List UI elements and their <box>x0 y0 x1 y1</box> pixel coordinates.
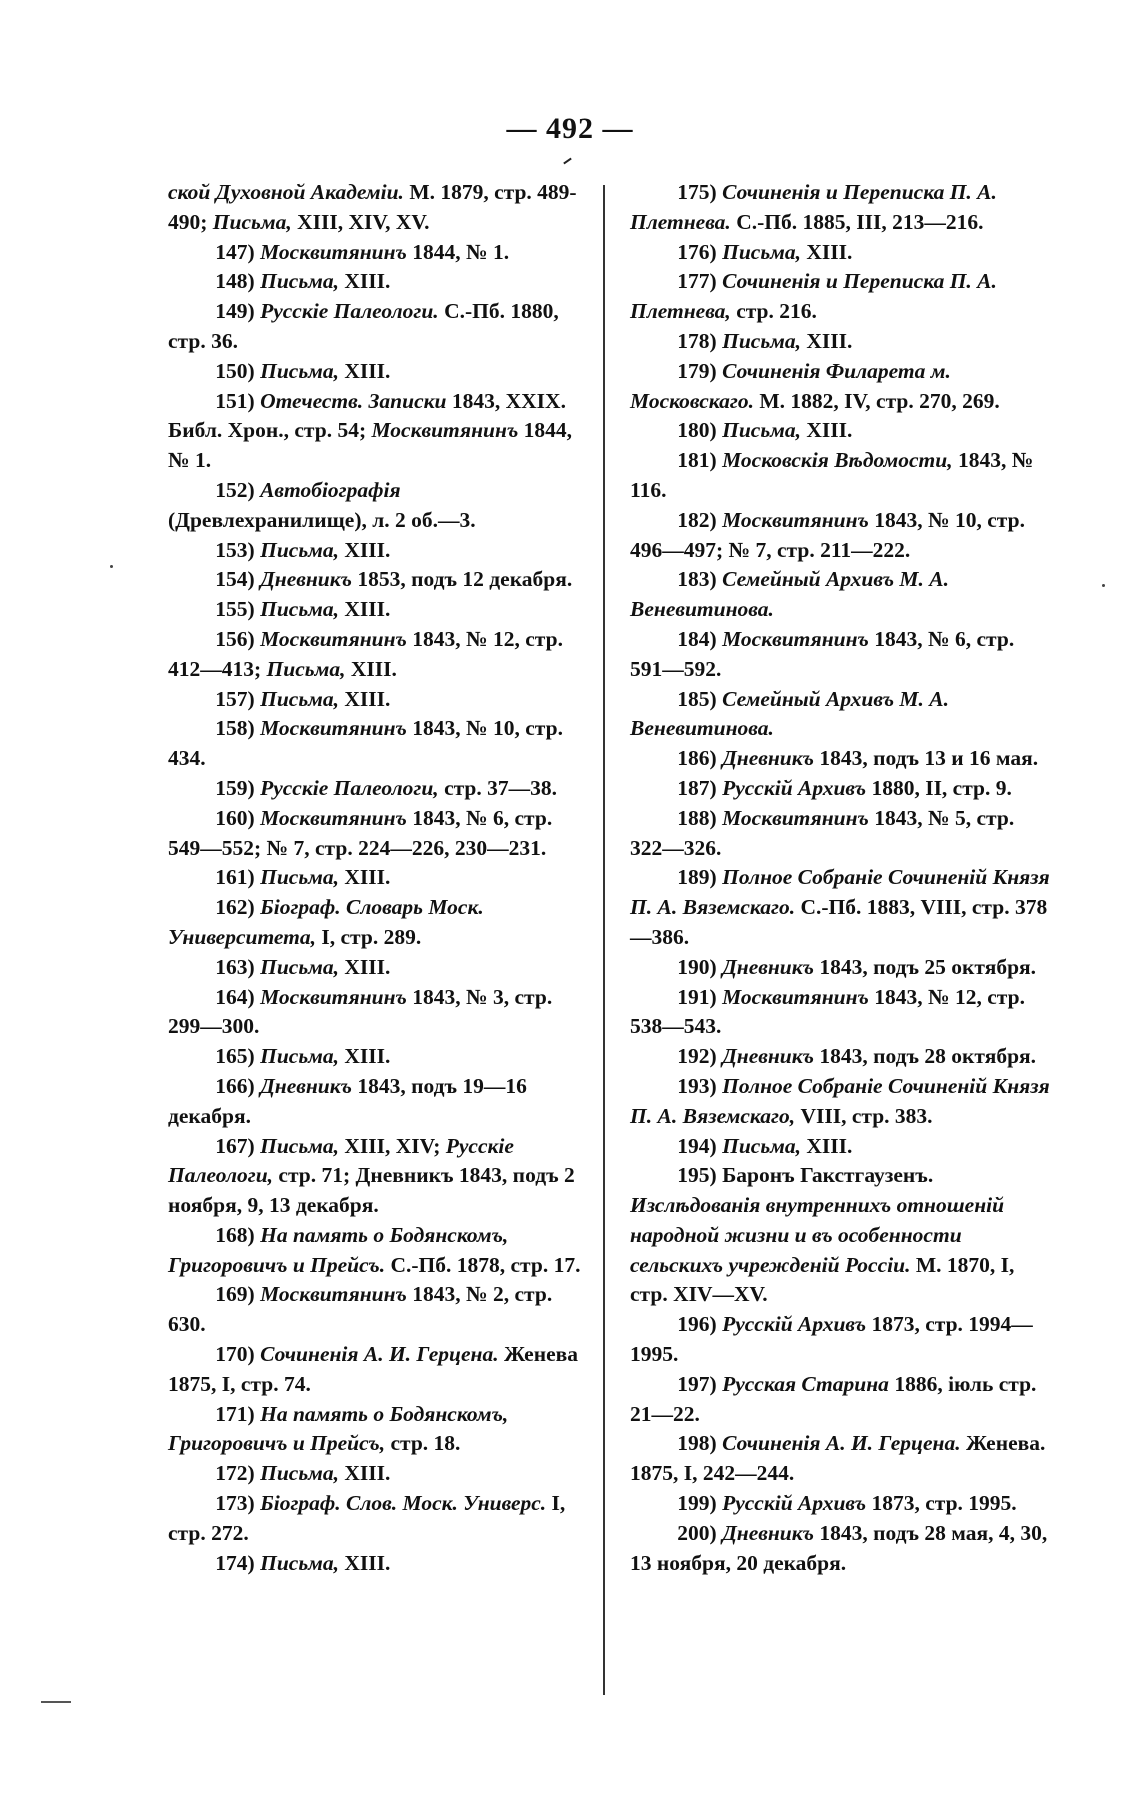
entry-lead: 157) <box>215 686 261 711</box>
entry-lead: 192) <box>677 1044 723 1069</box>
entry-rest: XIII. <box>339 269 391 294</box>
entry-rest: XIII. <box>801 1133 853 1158</box>
entry-title: Дневникъ <box>260 567 352 592</box>
entry-title: Русская Старина <box>722 1371 889 1396</box>
entry-rest2: М. 1870, I, стр. XIV—XV. <box>630 1252 1015 1307</box>
entry-title: Письма, <box>260 537 339 562</box>
footnote-entry <box>630 1310 1050 1370</box>
entry-lead: 166) <box>215 1073 261 1098</box>
entry-lead: 161) <box>215 865 261 890</box>
entry-lead: 156) <box>215 626 261 651</box>
entry-title: Письма, <box>260 597 339 622</box>
entry-rest: С.-Пб. 1885, III, 213—216. <box>730 209 984 234</box>
entry-title: Сочиненія А. И. Герцена. <box>260 1342 499 1367</box>
entry-rest: 1843, подъ 19—16 декабря. <box>168 1073 527 1128</box>
entry-lead: 189) <box>677 865 723 890</box>
entry-lead: 190) <box>677 954 723 979</box>
entry-lead: 199) <box>677 1491 723 1516</box>
entry-lead: 162) <box>215 895 261 920</box>
footnote-entry <box>168 893 588 953</box>
entry-title: Москвитянинъ <box>260 716 407 741</box>
entry-rest: 1843, № 12, стр. 538—543. <box>630 984 1025 1039</box>
entry-lead: 177) <box>677 269 723 294</box>
entry-title: Московскія Вѣдомости, <box>722 448 953 473</box>
entry-lead: 153) <box>215 537 261 562</box>
entry-rest: XIII. <box>801 239 853 264</box>
entry-rest: 1844, № 1. <box>406 239 510 264</box>
footnote-entry <box>168 1340 588 1400</box>
entry-title: На память о Бодянскомъ, Григоровичъ и Прейсъ, <box>168 1401 509 1456</box>
entry-lead: 173) <box>215 1491 261 1516</box>
entry-lead: 170) <box>215 1342 261 1367</box>
footnote-entry <box>168 774 588 804</box>
entry-title: Дневникъ <box>722 1044 814 1069</box>
footnote-entry <box>168 1042 588 1072</box>
entry-title: Русскій Архивъ <box>722 1312 867 1337</box>
footnote-entry <box>630 744 1050 774</box>
entry-rest: стр. 216. <box>730 299 817 324</box>
page-number: — 492 — <box>506 112 634 145</box>
footnote-entry <box>168 536 588 566</box>
footnote-entry <box>168 1132 588 1221</box>
entry-lead: 181) <box>677 448 723 473</box>
footnote-entry <box>168 983 588 1043</box>
footnote-entry <box>168 953 588 983</box>
entry-title: Письма, <box>260 358 339 383</box>
entry-title: Москвитянинъ <box>260 805 407 830</box>
column-divider <box>603 185 605 1695</box>
footnote-entry <box>168 1072 588 1132</box>
entry-rest: XIII. <box>339 358 391 383</box>
margin-dot <box>1102 584 1105 587</box>
entry-title: Отечеств. Записки <box>260 388 447 413</box>
entry-lead: 200) <box>677 1520 723 1545</box>
entry-title: Біограф. Слов. Моск. Универс. <box>260 1491 547 1516</box>
entry-rest2: XIII. <box>345 656 397 681</box>
entry-rest2: стр. 71; Дневникъ 1843, подъ 2 ноября, 9, 13 декабря. <box>168 1163 575 1218</box>
footnote-entry <box>630 1429 1050 1489</box>
footnote-entry <box>630 685 1050 745</box>
entry-lead: 172) <box>215 1461 261 1486</box>
entry-rest: XIII. <box>339 1550 391 1575</box>
entry-rest: 1843, подъ 13 и 16 мая. <box>813 746 1039 771</box>
footnote-entry <box>168 804 588 864</box>
entry-rest: 1843, № 116. <box>630 448 1034 502</box>
entry-rest: XIII. <box>801 328 853 353</box>
entry-rest: 1843, подъ 28 октября. <box>813 1044 1037 1069</box>
entry-rest: XIII. <box>339 537 391 562</box>
entry-lead: 179) <box>677 358 723 383</box>
footnote-entry <box>168 595 588 625</box>
entry-rest: М. 1882, IV, стр. 270, 269. <box>753 388 1000 413</box>
footnote-entry <box>630 267 1050 327</box>
footnote-entry <box>168 863 588 893</box>
entry-lead: 178) <box>677 328 723 353</box>
footnote-entry <box>168 476 588 536</box>
entry-lead: 196) <box>677 1312 723 1337</box>
entry-title: Письма, <box>722 1133 801 1158</box>
entry-lead: 193) <box>677 1073 723 1098</box>
entry-lead: 159) <box>215 775 261 800</box>
footnote-entry <box>168 1549 588 1579</box>
entry-rest: XIII. <box>339 1044 391 1069</box>
entry-lead: 169) <box>215 1282 261 1307</box>
footnote-entry <box>630 953 1050 983</box>
entry-title: Біограф. Словарь Моск. Университета, <box>168 895 484 949</box>
entry-title: Сочиненія и Переписка П. А. Плетнева. <box>630 180 997 234</box>
footnote-entry <box>168 1221 588 1281</box>
entry-lead: 175) <box>677 180 723 204</box>
entry-title: Письма, <box>260 1461 339 1486</box>
entry-lead: 183) <box>677 567 723 592</box>
entry-rest: 1853, подъ 12 декабря. <box>351 567 573 592</box>
entry-lead: 188) <box>677 805 723 830</box>
entry-lead: 151) <box>215 388 261 413</box>
entry-rest: VIII, стр. 383. <box>795 1103 933 1128</box>
entry-title: Письма, <box>722 239 801 264</box>
entry-lead: 147) <box>215 239 261 264</box>
entry-title: Москвитянинъ <box>260 626 407 651</box>
entry-lead: 154) <box>215 567 261 592</box>
entry-lead: 148) <box>215 269 261 294</box>
entry-title: Москвитянинъ <box>722 626 869 651</box>
footnote-entry <box>630 178 1050 238</box>
entry-title: Письма, <box>260 954 339 979</box>
entry-rest: 1843, № 6, стр. 549—552; № 7, стр. 224—226, 230—231. <box>168 805 553 860</box>
entry-title: ской Духовной Академіи. <box>168 180 404 204</box>
entry-rest: I, стр. 272. <box>168 1491 566 1545</box>
footnote-entry <box>168 387 588 476</box>
entry-rest: Женева 1875, I, стр. 74. <box>168 1342 579 1396</box>
entry-rest: (Древлехранилище), л. 2 об.—3. <box>168 507 476 532</box>
footnote-entry <box>630 625 1050 685</box>
entry-title: Дневникъ <box>722 746 814 771</box>
entry-title: Семейный Архивъ М. А. Веневитинова. <box>630 567 949 622</box>
entry-lead: 174) <box>215 1550 261 1575</box>
entry-rest: 1843, № 2, стр. 630. <box>168 1282 553 1337</box>
entry-title: Сочиненія и Переписка П. А. Плетнева, <box>630 269 997 324</box>
entry-rest: 1843, № 6, стр. 591—592. <box>630 626 1015 681</box>
entry-title: Русскій Архивъ <box>722 1491 867 1516</box>
entry-title2: Изслѣдованія внутреннихъ отношеній народной жизни и въ особенности сельскихъ учрежденій Россіи. <box>630 1193 1005 1277</box>
entry-title: Русскій Архивъ <box>722 775 867 800</box>
entry-title: Письма, <box>260 686 339 711</box>
footnote-entry <box>630 1489 1050 1519</box>
footnote-entry <box>630 1370 1050 1430</box>
entry-title2: Москвитянинъ <box>371 418 519 443</box>
entry-rest: I, стр. 289. <box>316 924 422 949</box>
footnote-entry <box>630 327 1050 357</box>
left-column <box>168 178 588 1578</box>
footnote-entry <box>630 1132 1050 1162</box>
footnote-entry <box>168 297 588 357</box>
accent-mark <box>563 158 572 165</box>
entry-rest: Баронъ Гакстгаузенъ. <box>722 1163 934 1188</box>
entry-rest: стр. 37—38. <box>438 775 558 800</box>
footnote-entry <box>168 267 588 297</box>
entry-rest: М. 1879, стр. 489-490; <box>168 180 577 234</box>
entry-rest: 1843, № 10, стр. 434. <box>168 716 563 771</box>
entry-lead: 186) <box>677 746 723 771</box>
entry-title: Письма, <box>260 269 339 294</box>
entry-title: Письма, <box>260 1133 339 1158</box>
entry-rest: 1843, № 12, стр. 412—413; <box>168 626 563 681</box>
footnote-entry <box>630 506 1050 566</box>
footnote-entry <box>168 714 588 774</box>
entry-rest: XIII. <box>339 597 391 622</box>
margin-tick-mark <box>41 1701 71 1703</box>
entry-lead: 167) <box>215 1133 261 1158</box>
entry-lead: 198) <box>677 1431 723 1456</box>
footnote-entry <box>630 983 1050 1043</box>
entry-lead: 149) <box>215 299 261 324</box>
entry-rest: 1873, стр. 1994—1995. <box>630 1312 1033 1367</box>
entry-title: Москвитянинъ <box>722 984 869 1009</box>
entry-title2: Письма, <box>266 656 346 681</box>
entry-rest: XIII. <box>801 418 853 443</box>
footnote-entry <box>630 357 1050 417</box>
entry-rest: XIII. <box>339 954 391 979</box>
footnote-entry <box>168 178 588 238</box>
entry-rest: 1843, XXIX. Библ. Хрон., стр. 54; <box>168 388 566 443</box>
entry-lead: 180) <box>677 418 723 443</box>
footnote-entry <box>168 1400 588 1460</box>
entry-rest: С.-Пб. 1880, стр. 36. <box>168 299 559 353</box>
entry-lead: 185) <box>677 686 723 711</box>
entry-title: На память о Бодянскомъ, Григоровичъ и Прейсъ. <box>168 1222 509 1277</box>
entry-title: Дневникъ <box>722 954 814 979</box>
footnote-entry <box>630 416 1050 446</box>
entry-title: Письма, <box>722 418 801 443</box>
entry-lead: 194) <box>677 1133 723 1158</box>
entry-lead: 184) <box>677 626 723 651</box>
footnote-entry <box>630 863 1050 952</box>
entry-rest: С.-Пб. 1883, VIII, стр. 378—386. <box>630 895 1048 949</box>
entry-lead: 187) <box>677 775 723 800</box>
entry-title: Письма, <box>260 865 339 890</box>
entry-rest: Женева. 1875, I, 242—244. <box>630 1431 1046 1486</box>
entry-lead: 155) <box>215 597 261 622</box>
margin-dot <box>110 565 113 568</box>
footnote-entry <box>168 625 588 685</box>
footnote-entry <box>168 685 588 715</box>
entry-lead: 165) <box>215 1044 261 1069</box>
entry-lead: 160) <box>215 805 261 830</box>
entry-title2: Письма, <box>212 209 292 234</box>
footnote-entry <box>168 238 588 268</box>
entry-title: Полное Собраніе Сочиненій Князя П. А. Вяземскаго, <box>630 1073 1050 1128</box>
footnote-entry <box>630 1072 1050 1132</box>
entry-rest2: XIII, XIV, XV. <box>291 209 430 234</box>
entry-rest: 1843, № 5, стр. 322—326. <box>630 805 1015 860</box>
entry-title: Письма, <box>260 1550 339 1575</box>
entry-lead: 182) <box>677 507 723 532</box>
entry-title: Сочиненія Филарета м. Московскаго. <box>630 358 951 413</box>
footnote-entry <box>630 238 1050 268</box>
entry-title: Русскіе Палеологи. <box>260 299 439 324</box>
entry-rest: 1843, № 10, стр. 496—497; № 7, стр. 211—222. <box>630 507 1025 562</box>
footnote-entry <box>630 446 1050 506</box>
entry-lead: 168) <box>215 1222 261 1247</box>
entry-rest: 1843, подъ 25 октября. <box>813 954 1037 979</box>
entry-lead: 195) <box>677 1163 723 1188</box>
footnote-entry <box>630 774 1050 804</box>
footnote-entry <box>168 565 588 595</box>
entry-rest: 1843, № 3, стр. 299—300. <box>168 984 553 1039</box>
entry-rest: XIII. <box>339 865 391 890</box>
entry-title: Москвитянинъ <box>260 1282 407 1307</box>
entry-lead: 191) <box>677 984 723 1009</box>
entry-lead: 171) <box>215 1401 261 1426</box>
right-column <box>630 178 1050 1578</box>
entry-rest: 1886, іюль стр. 21—22. <box>630 1371 1037 1426</box>
entry-rest: С.-Пб. 1878, стр. 17. <box>385 1252 581 1277</box>
entry-lead: 197) <box>677 1371 723 1396</box>
entry-rest: 1880, II, стр. 9. <box>866 775 1012 800</box>
footnote-entry <box>168 1280 588 1340</box>
entry-rest: стр. 18. <box>385 1431 461 1456</box>
entry-title2: Русскіе Палеологи, <box>168 1133 514 1188</box>
entry-rest: 1843, подъ 28 мая, 4, 30, 13 ноября, 20 декабря. <box>630 1520 1048 1575</box>
footnote-entry <box>630 1161 1050 1310</box>
footnote-entry <box>630 1042 1050 1072</box>
entry-title: Москвитянинъ <box>260 239 407 264</box>
entry-lead: 158) <box>215 716 261 741</box>
entry-title: Семейный Архивъ М. А. Веневитинова. <box>630 686 949 741</box>
entry-lead: 164) <box>215 984 261 1009</box>
entry-title: Дневникъ <box>260 1073 352 1098</box>
footnote-entry <box>630 565 1050 625</box>
entry-rest2: 1844, № 1. <box>168 418 573 473</box>
footnote-entry <box>168 1489 588 1549</box>
entry-title: Письма, <box>722 328 801 353</box>
footnote-entry <box>168 357 588 387</box>
entry-title: Русскіе Палеологи, <box>260 775 439 800</box>
footnote-entry <box>630 804 1050 864</box>
entry-rest: XIII, XIV; <box>339 1133 446 1158</box>
entry-lead: 163) <box>215 954 261 979</box>
entry-title: Письма, <box>260 1044 339 1069</box>
entry-rest: 1873, стр. 1995. <box>866 1491 1017 1516</box>
entry-title: Полное Собраніе Сочиненій Князя П. А. Вяземскаго. <box>630 865 1050 920</box>
footnote-entry <box>630 1519 1050 1579</box>
entry-title: Москвитянинъ <box>722 507 869 532</box>
entry-title: Дневникъ <box>722 1520 814 1545</box>
entry-lead: 152) <box>215 477 261 502</box>
entry-rest: XIII. <box>339 686 391 711</box>
entry-title: Сочиненія А. И. Герцена. <box>722 1431 961 1456</box>
footnote-entry <box>168 1459 588 1489</box>
entry-title: Москвитянинъ <box>722 805 869 830</box>
entry-title: Автобіографія <box>260 477 401 502</box>
entry-title: Москвитянинъ <box>260 984 407 1009</box>
entry-lead: 176) <box>677 239 723 264</box>
entry-lead: 150) <box>215 358 261 383</box>
entry-rest: XIII. <box>339 1461 391 1486</box>
